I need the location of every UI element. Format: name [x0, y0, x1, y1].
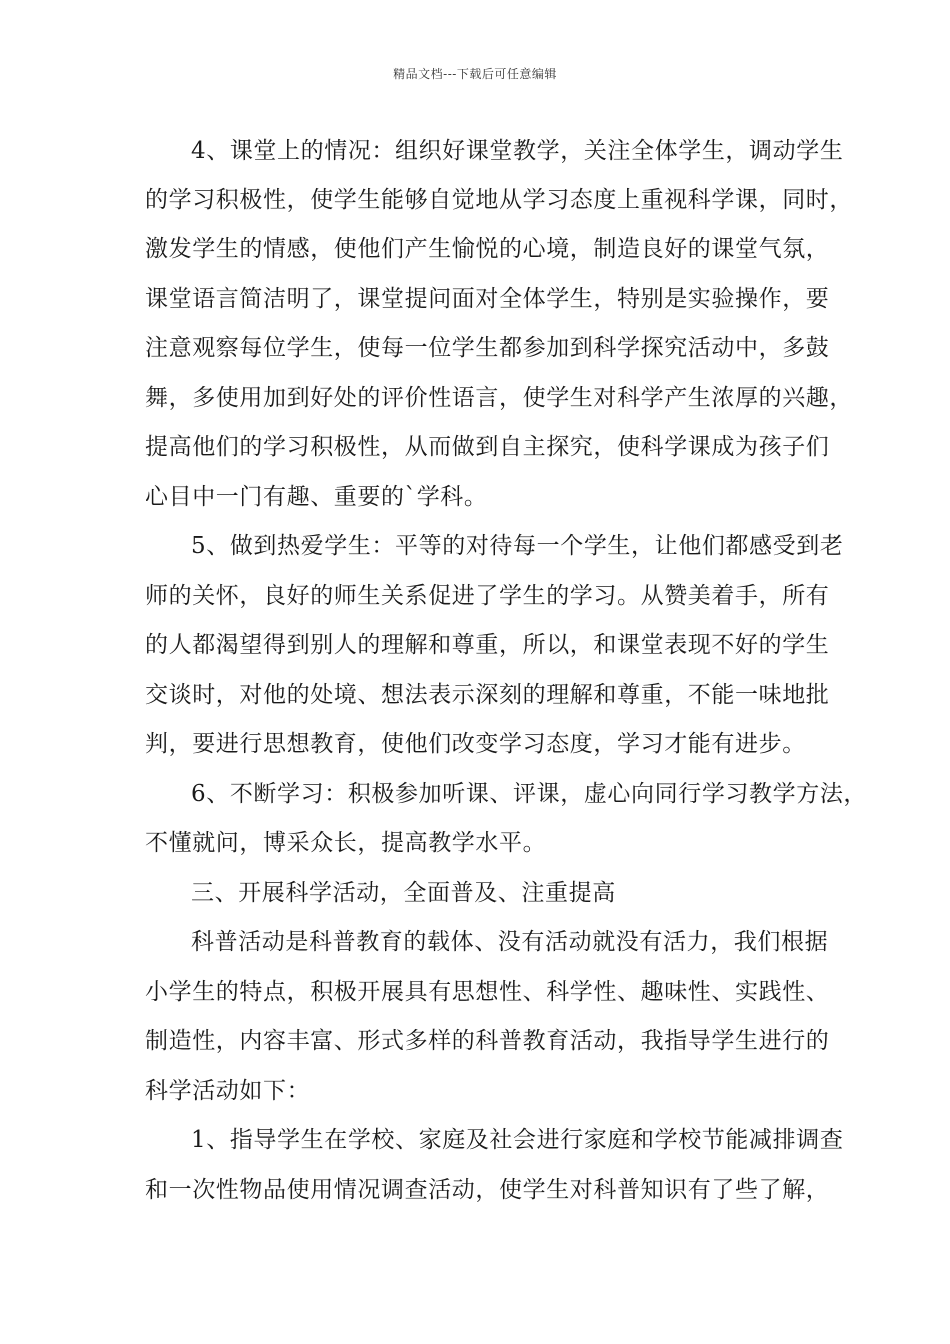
- text-line: 注意观察每位学生，使每一位学生都参加到科学探究活动中，多鼓: [145, 335, 830, 361]
- text-line: 4、课堂上的情况：组织好课堂教学，关注全体学生，调动学生: [191, 138, 844, 164]
- text-line: 激发学生的情感，使他们产生愉悦的心境，制造良好的课堂气氛，: [145, 236, 830, 262]
- text-line: 课堂语言简洁明了，课堂提问面对全体学生，特别是实验操作，要: [145, 286, 830, 312]
- text-line: 师的关怀，良好的师生关系促进了学生的学习。从赞美着手，所有: [145, 583, 830, 609]
- text-line: 6、不断学习：积极参加听课、评课，虚心向同行学习教学方法，: [191, 781, 868, 807]
- text-line: 科学活动如下：: [145, 1078, 311, 1104]
- text-line: 不懂就问，博采众长，提高教学水平。: [145, 830, 547, 856]
- text-line: 和一次性物品使用情况调查活动，使学生对科普知识有了些了解，: [145, 1177, 830, 1203]
- text-line: 舞，多使用加到好处的评价性语言，使学生对科学产生浓厚的兴趣，: [145, 385, 853, 411]
- text-line: 的学习积极性，使学生能够自觉地从学习态度上重视科学课，同时，: [145, 187, 853, 213]
- text-line: 制造性，内容丰富、形式多样的科普教育活动，我指导学生进行的: [145, 1028, 830, 1054]
- text-line: 判，要进行思想教育，使他们改变学习态度，学习才能有进步。: [145, 731, 806, 757]
- text-line: 5、做到热爱学生：平等的对待每一个学生，让他们都感受到老: [191, 533, 844, 559]
- text-line: 科普活动是科普教育的载体、没有活动就没有活力，我们根据: [191, 929, 829, 955]
- text-line: 提高他们的学习积极性，从而做到自主探究，使科学课成为孩子们: [145, 434, 830, 460]
- text-line: 小学生的特点，积极开展具有思想性、科学性、趣味性、实践性、: [145, 979, 830, 1005]
- text-line: 1、指导学生在学校、家庭及社会进行家庭和学校节能减排调查: [191, 1127, 844, 1153]
- text-line: 的人都渴望得到别人的理解和尊重，所以，和课堂表现不好的学生: [145, 632, 830, 658]
- page-header: 精品文档---下载后可任意编辑: [393, 67, 557, 81]
- text-line: 交谈时，对他的处境、想法表示深刻的理解和尊重，不能一味地批: [145, 682, 830, 708]
- text-line: 心目中一门有趣、重要的`学科。: [145, 484, 488, 510]
- section-heading: 三、开展科学活动，全面普及、注重提高: [191, 880, 616, 906]
